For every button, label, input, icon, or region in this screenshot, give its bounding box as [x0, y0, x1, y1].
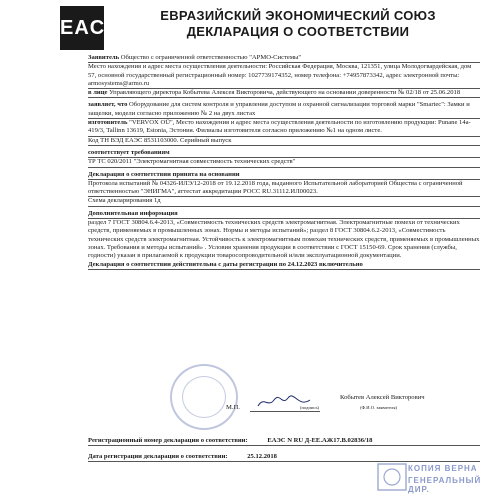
declares-text: Оборудование для систем контроля и управления доступом и охранной сигнализации торговой марки "Smartec": Замки и защелки, модели согласно приложению № 2 на двух листах: [88, 101, 470, 117]
registration-date: 25.12.2018: [247, 453, 277, 460]
signer-name: Кобытев Алексей Викторович: [340, 394, 425, 401]
product-code: Код ТН ВЭД ЕАЭС 8531103000. Серийный выпуск: [88, 137, 480, 146]
maker-text: "VERVOX OÜ", Место нахождения и адрес места осуществления деятельности по изготовлению продукции: Punane 14a-419/3, Tallinn 13619, Estonia, Эстония. Филиалы изготовителя согласно приложению №1 на одном листе.: [88, 119, 471, 135]
maker-label: изготовитель: [88, 119, 128, 127]
basis-scheme: Схема декларирования 1д: [88, 197, 480, 206]
maker-row: [88, 119, 480, 137]
applicant-name: Общество с ограниченной ответственностью "АРМО-Системы": [120, 54, 302, 61]
person-text: Управляющего директора Кобытева Алексея Викторовича, действующего на основании доверенности № 02/18 от 25.06.2018: [109, 89, 461, 97]
document-header: [128, 8, 468, 40]
validity-text: Декларация о соответствии действительна с даты регистрации по 24.12.2023 включительно: [88, 261, 480, 270]
registration-date-row: [88, 452, 480, 462]
document-body: [88, 54, 480, 270]
declares-label: заявляет, что: [88, 101, 128, 109]
copy-stamp-line1: КОПИЯ ВЕРНА: [408, 464, 478, 473]
signature-caption: (подпись): [300, 405, 320, 410]
declares-row: [88, 101, 480, 119]
header-union-title: ЕВРАЗИЙСКИЙ ЭКОНОМИЧЕСКИЙ СОЮЗ: [160, 8, 436, 23]
applicant-label: Заявитель: [88, 54, 120, 61]
registration-number: ЕАЭС N RU Д-ЕЕ.АЖ17.В.02836/18: [267, 437, 373, 444]
basis-label: Декларация о соответствии принята на основании: [88, 171, 480, 180]
requirements-text: ТР ТС 020/2011 "Электромагнитная совместимость технических средств": [88, 158, 480, 167]
applicant-address: Место нахождения и адрес места осуществления деятельности: Российская Федерация, Москва, 121351, улица Молодогвардейская, дом 57, основной государственный регистрационный номер: 1027739174352, номер телефона: +74957873342, адрес электронной почты: armosystems@armo.ru: [88, 63, 480, 89]
requirements-label: соответствует требованиям: [88, 149, 480, 158]
company-seal-inner: [182, 376, 226, 418]
signer-caption: (Ф.И.О. заявителя): [360, 405, 397, 410]
registration-date-label: Дата регистрации декларации о соответствии:: [88, 453, 228, 460]
eac-logo: EAC: [60, 6, 104, 50]
registration-number-row: [88, 436, 480, 446]
stamp-place-label: М.П.: [226, 404, 240, 411]
additional-label: Дополнительная информация: [88, 210, 480, 219]
basis-text: Протокола испытаний № 04326-ИЛЭ/12-2018 от 19.12.2018 года, выданного Испытательной лабораторией Общества с ограниченной ответственностью "ЭНИГМА", аттестат аккредитации РОСС RU.31112.ИЛ00023.: [88, 180, 480, 198]
applicant-row: [88, 54, 480, 63]
copy-stamp-line2: ГЕНЕРАЛЬНЫЙ ДИР.: [408, 476, 482, 494]
header-declaration-title: ДЕКЛАРАЦИЯ О СООТВЕТСТВИИ: [186, 24, 410, 39]
registration-number-label: Регистрационный номер декларации о соответствии:: [88, 437, 248, 444]
additional-text: раздел 7 ГОСТ 30804.6.4-2013, «Совместимость технических средств электромагнитная. Электромагнитные помехи от технических средств, применяемых в промышленных зонах. Нормы и методы испытаний»; раздел 8 ГОСТ 30804.6.2-2013, «Совместимость технических средств электромагнитная. Устойчивость к электромагнитным помехам технических средств, применяемых в промышленных зонах. Требования и методы испытаний» . Условия хранения продукции в соответствии с ГОСТ 15150-69. Срок хранения (службы, годности) указан в прилагаемой к продукции товаросопроводительной и/или эксплуатационной документации.: [88, 219, 480, 260]
applicant-person-row: [88, 89, 480, 98]
person-label: в лице: [88, 89, 108, 97]
